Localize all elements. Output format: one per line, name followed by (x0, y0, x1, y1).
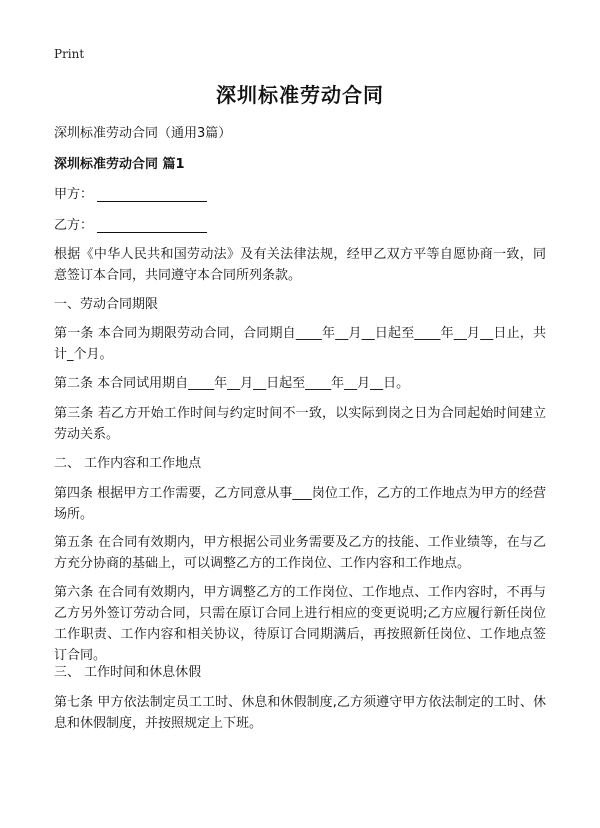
heading-contract-term: 一、劳动合同期限 (54, 297, 159, 312)
party-b-label: 乙方： (54, 218, 94, 233)
article-3: 第三条 若乙方开始工作时间与约定时间不一致，以实际到岗之日为合同起始时间建立劳动关系。 (54, 406, 546, 442)
section-title: 深圳标准劳动合同 篇1 (54, 157, 185, 172)
document-subtitle: 深圳标准劳动合同（通用3篇） (54, 126, 232, 141)
intro-paragraph: 根据《中华人民共和国劳动法》及有关法律法规，经甲乙双方平等自愿协商一致，同意签订本合同，共同遵守本合同所列条款。 (54, 247, 546, 283)
party-b-line (54, 214, 207, 233)
party-a-line (54, 183, 207, 202)
article-4: 第四条 根据甲方工作需要，乙方同意从事___岗位工作，乙方的工作地点为甲方的经营场所。 (54, 486, 546, 522)
article-2: 第二条 本合同试用期自____年__月__日起至____年__月__日。 (54, 376, 410, 391)
article-7: 第七条 甲方依法制定员工工时、休息和休假制度,乙方须遵守甲方依法制定的工时、休息和休假制度，并按照规定上下班。 (54, 695, 546, 731)
party-a-label: 甲方： (54, 187, 94, 202)
article-6: 第六条 在合同有效期内，甲方调整乙方的工作岗位、工作地点、工作内容时，不再与乙方另外签订劳动合同，只需在原订合同上进行相应的变更说明;乙方应履行新任岗位工作职责、工作内容和相关协议，待原订合同期满后，再按照新任岗位、工作地点签订合同。 (54, 585, 546, 663)
print-label: Print (54, 47, 85, 61)
document-title: 深圳标准劳动合同 (216, 83, 384, 107)
article-1: 第一条 本合同为期限劳动合同，合同期自____年__月__日起至____年__月__日止，共计_个月。 (54, 326, 546, 362)
heading-work-content: 二、 工作内容和工作地点 (54, 456, 202, 471)
party-b-blank (97, 218, 207, 233)
party-a-blank (97, 187, 207, 202)
heading-working-hours: 三、 工作时间和休息休假 (54, 665, 202, 680)
article-5: 第五条 在合同有效期内，甲方根据公司业务需要及乙方的技能、工作业绩等，在与乙方充分协商的基础上，可以调整乙方的工作岗位、工作内容和工作地点。 (54, 535, 546, 571)
